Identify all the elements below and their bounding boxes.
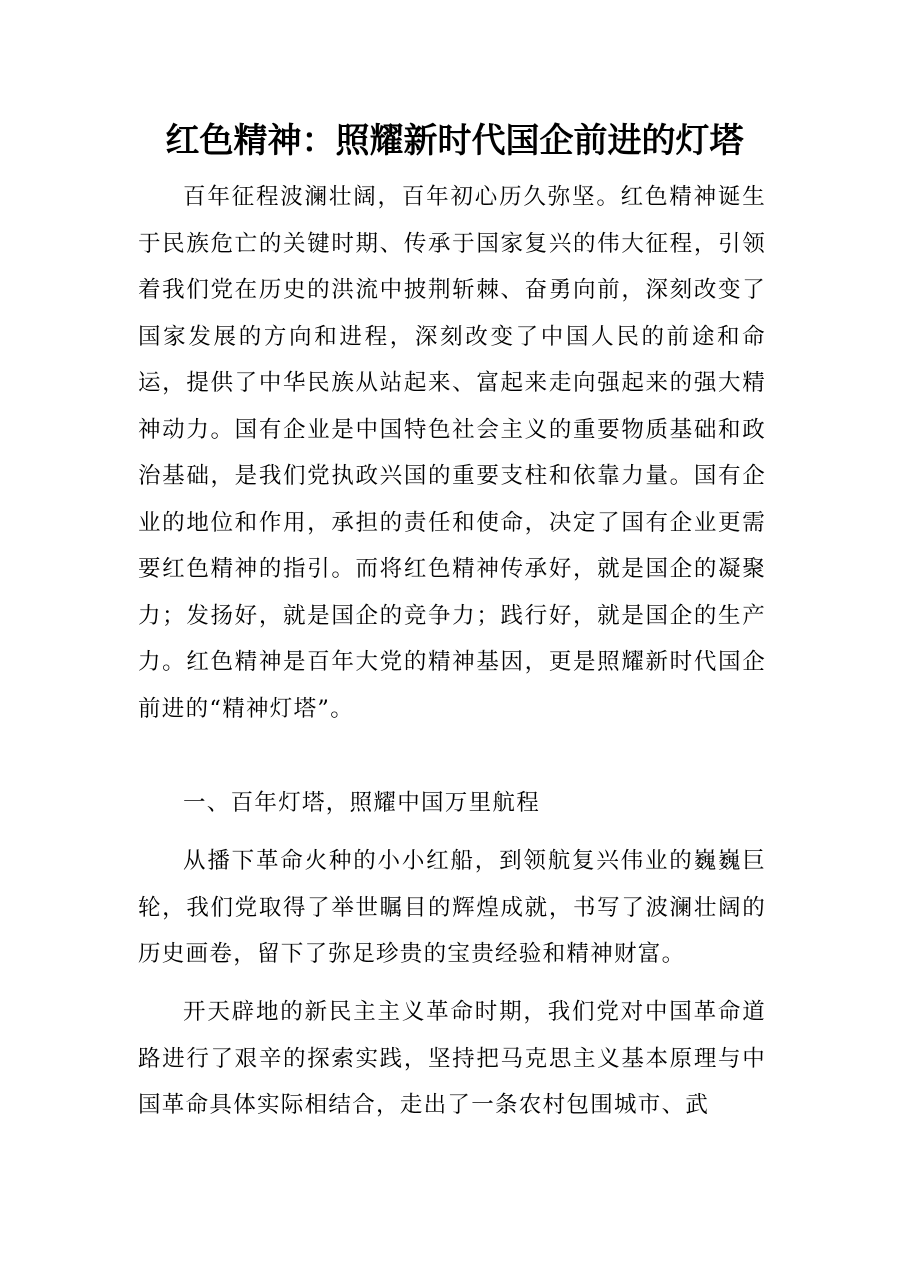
body-paragraph-truncated: 开天辟地的新民主主义革命时期，我们党对中国革命道路进行了艰辛的探索实践，坚持把马克思主义基本原理与中国革命具体实际相结合，走出了一条农村包围城市、武 [138,999,766,1118]
section-heading: 一、百年灯塔，照耀中国万里航程 [183,790,541,816]
intro-paragraph: 百年征程波澜壮阔，百年初心历久弥坚。红色精神诞生于民族危亡的关键时期、传承于国家复兴的伟大征程，引领着我们党在历史的洪流中披荆斩棘、奋勇向前，深刻改变了国家发展的方向和进程，深刻改变了中国人民的前途和命运，提供了中华民族从站起来、富起来走向强起来的强大精神动力。国有企业是中国特色社会主义的重要物质基础和政治基础，是我们党执政兴国的重要支柱和依靠力量。国有企业的地位和作用，承担的责任和使命，决定了国有企业更需要红色精神的指引。而将红色精神传承好，就是国企的凝聚力；发扬好，就是国企的竞争力；践行好，就是国企的生产力。红色精神是百年大党的精神基因，更是照耀新时代国企前进的“精神灯塔”。 [138,184,766,722]
document-title: 红色精神：照耀新时代国企前进的灯塔 [165,121,744,161]
body-paragraph: 从播下革命火种的小小红船，到领航复兴伟业的巍巍巨轮，我们党取得了举世瞩目的辉煌成就，书写了波澜壮阔的历史画卷，留下了弥足珍贵的宝贵经验和精神财富。 [138,848,766,967]
